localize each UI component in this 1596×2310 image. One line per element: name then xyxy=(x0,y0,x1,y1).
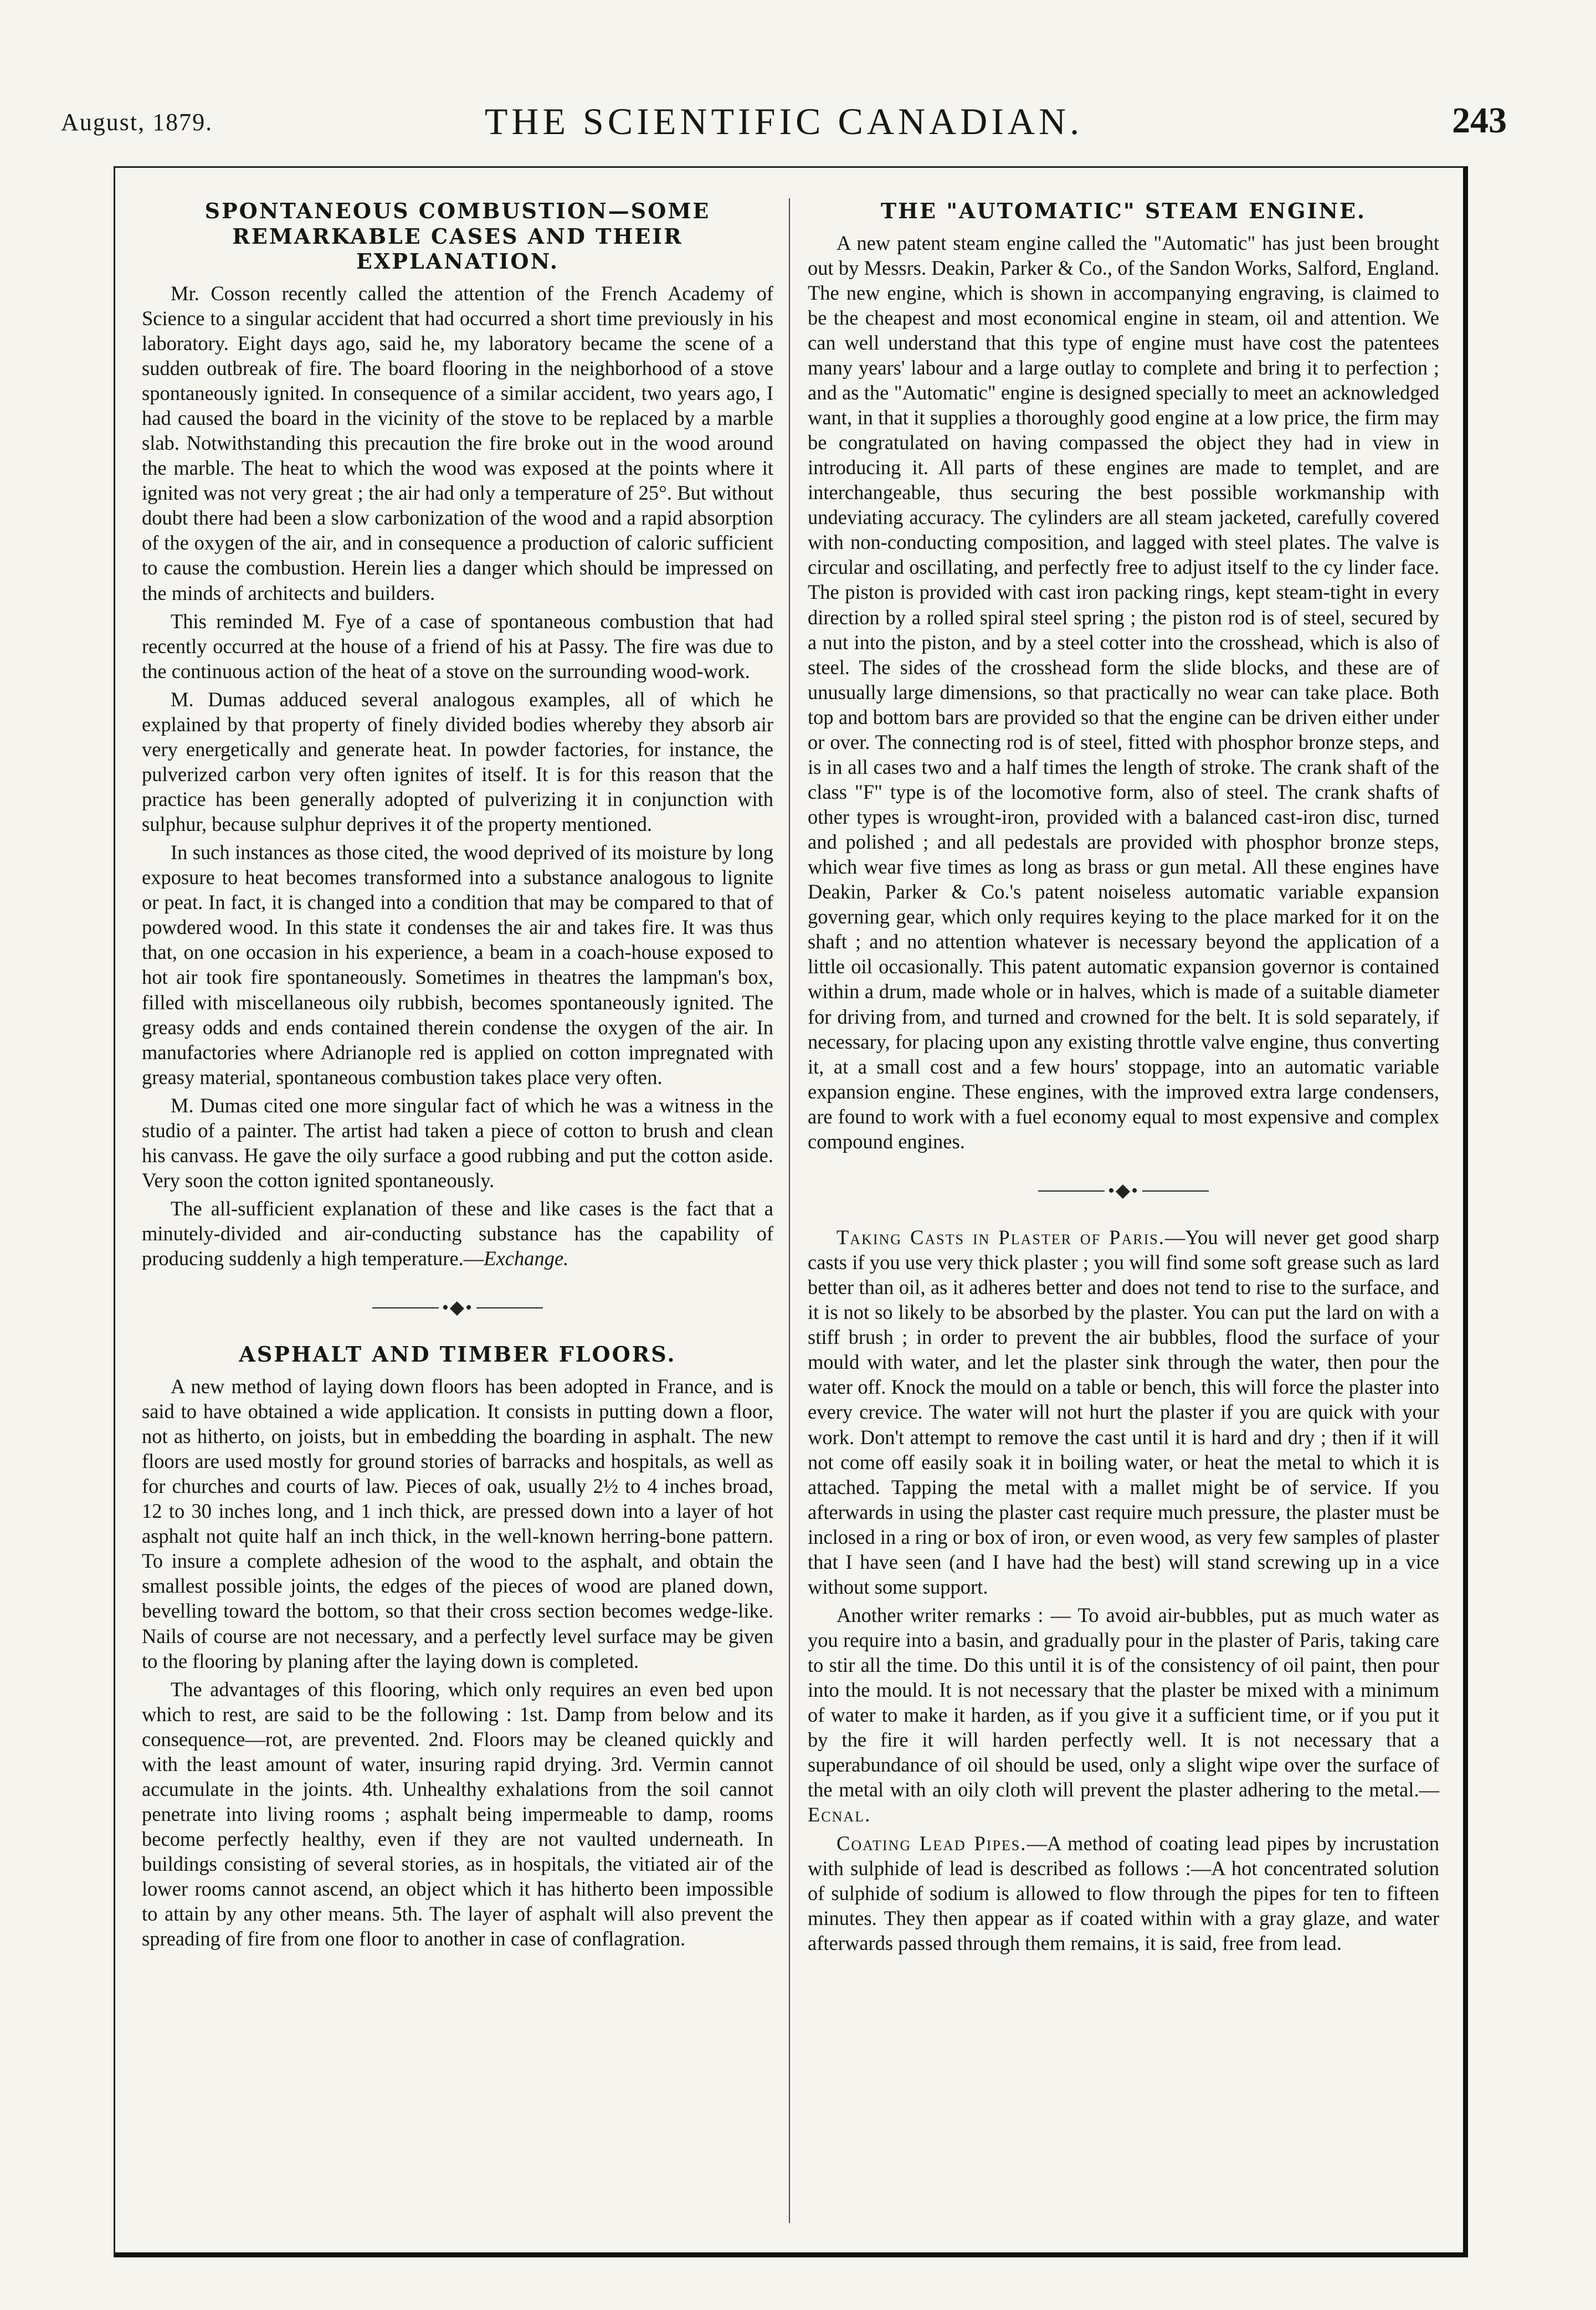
journal-title: THE SCIENTIFIC CANADIAN. xyxy=(484,100,1084,142)
article-asphalt-floors xyxy=(142,1342,773,1951)
article-paragraph: This reminded M. Fye of a case of spontaneous combustion that had recently occurred at the house of a friend of his at Passy. The fire was due to the continuous action of the heat of a stove on the surrounding wood-work. xyxy=(142,609,773,682)
section-divider xyxy=(808,1179,1439,1203)
article-paragraph xyxy=(808,1225,1439,1599)
article-paragraph: A new patent steam engine called the "Automatic" has just been brought out by Messrs. Deakin, Parker & Co., of the Sandon Works, Salford, England. The new engine, which is shown in accompanying engraving, is claimed to be the cheapest and most economical engine in steam, oil and attention. We can well understand that this type of engine must have cost the patentees many years' labour and a large outlay to complete and bring it to perfection ; and as the "Automatic" engine is designed specially to meet an acknowledged want, in that it supplies a thoroughly good engine at a low price, the firm may be congratulated on having compassed the object they had in view in introducing it. All parts of these engines are made to templet, and are interchangeable, thus securing the best possible workmanship with undeviating accuracy. The cylinders are all steam jacketed, carefully covered with non-conducting composition, and lagged with steel plates. The valve is circular and oscillating, and perfectly free to adjust itself to the cy linder face. The piston is provided with cast iron packing rings, kept steam-tight in every direction by a rolled spiral steel spring ; the piston rod is of steel, secured by a nut into the piston, and by a steel cotter into the crosshead, which is also of steel. The sides of the crosshead form the slide blocks, and these are of unusually large dimensions, so that practically no wear can take place. Both top and bottom bars are provided so that the engine can be driven either under or over. The connecting rod is of steel, fitted with phosphor bronze steps, and is in all cases two and a half times the length of stroke. The crank shaft of the class "F" type is of the locomotive form, also of steel. The crank shafts of other types is wrought-iron, provided with a balanced cast-iron disc, turned and polished ; and all pedestals are provided with phosphor bronze steps, which wear five times as long as brass or gun metal. All these engines have Deakin, Parker & Co.'s patent noiseless automatic variable expansion governing gear, which only requires keying to the place marked for it on the shaft ; and no attention whatever is necessary beyond the application of a little oil occasionally. This patent automatic expansion governor is contained within a drum, made whole or in halves, which is made of a suitable diameter for driving from, and turned and crowned for the belt. It is sold separately, if necessary, for placing upon any existing throttle valve engine, thus converting it, at a small cost and a few hours' stoppage, into an automatic variable expansion engine. These engines, with the improved extra large condensers, are found to work with a fuel economy equal to most expensive and complex compound engines. xyxy=(808,231,1439,1153)
article-source: Ecnal. xyxy=(808,1803,871,1826)
issue-date: August, 1879. xyxy=(61,109,213,136)
divider-rule xyxy=(1142,1190,1209,1192)
divider-rule xyxy=(476,1307,543,1308)
article-source: Exchange. xyxy=(484,1247,569,1270)
divider-rule xyxy=(372,1307,439,1308)
article-automatic-steam-engine xyxy=(808,198,1439,1154)
article-paragraph: M. Dumas adduced several analogous examples, all of which he explained by that property of finely divided bodies whereby they absorb air very energetically and generate heat. In powder factories, for instance, the pulverized carbon very often ignites of itself. It is for this reason that the practice has been generally adopted of pulverizing it in conjunction with sulphur, because sulphur deprives it of the property mentioned. xyxy=(142,687,773,836)
running-head xyxy=(61,83,1507,150)
article-paragraph xyxy=(808,1603,1439,1828)
article-paragraph-text: The all-sufficient explanation of these and like cases is the fact that a minutely-divided and air-conducting substance has the capability of producing suddenly a high temperature.— xyxy=(142,1197,773,1270)
divider-ornament: •◆• xyxy=(442,1297,473,1318)
right-column xyxy=(808,198,1439,1955)
paragraph-lead: Taking Casts in Plaster of Paris. xyxy=(837,1226,1165,1249)
article-title: THE "AUTOMATIC" STEAM ENGINE. xyxy=(880,198,1367,223)
paragraph-lead: Coating Lead Pipes. xyxy=(837,1831,1027,1855)
article-title: ASPHALT AND TIMBER FLOORS. xyxy=(239,1342,676,1367)
paragraph-text: Another writer remarks : — To avoid air-bubbles, put as much water as you require into a basin, and gradually pour in the plaster of Paris, taking care to stir all the time. Do this until it is of the consistency of oil paint, then pour into the mould. It is not necessary that the plaster be mixed with a minimum of water to make it harden, as if you give it a sufficient time, or if you put it by the fire it will harden perfectly well. It is not necessary that a superabundance of oil should be used, only a slight wipe over the surface of the metal with an oily cloth will prevent the plaster adhering to the metal.— xyxy=(808,1603,1439,1801)
section-divider xyxy=(142,1296,773,1320)
article-paragraph: A new method of laying down floors has been adopted in France, and is said to have obtained a wide application. It consists in putting down a floor, not as hitherto, on joists, but in embedding the boarding in asphalt. The new floors are used mostly for ground stories of barracks and hospitals, as well as for churches and courts of law. Pieces of oak, usually 2½ to 4 inches broad, 12 to 30 inches long, and 1 inch thick, are pressed down into a layer of hot asphalt not quite half an inch thick, in the well-known herring-bone pattern. To insure a complete adhesion of the wood to the asphalt, and obtain the smallest possible joints, the edges of the pieces of wood are planed down, bevelling toward the bottom, so that their cross section becomes wedge-like. Nails of course are not necessary, and a perfectly level surface may be given to the flooring by planing after the laying down is completed. xyxy=(142,1374,773,1672)
divider-rule xyxy=(1038,1190,1105,1192)
article-paragraph xyxy=(142,1196,773,1271)
article-spontaneous-combustion xyxy=(142,198,773,1271)
article-title: SPONTANEOUS COMBUSTION—SOME REMARKABLE CASES AND THEIR EXPLANATION. xyxy=(204,198,711,274)
divider-ornament: •◆• xyxy=(1108,1180,1139,1202)
page-frame xyxy=(114,166,1468,2257)
article-paragraph: The advantages of this flooring, which only requires an even bed upon which to rest, are said to be the following : 1st. Damp from below and its consequence—rot, are prevented. 2nd. Floors may be cleaned quickly and with the least amount of water, insuring rapid drying. 3rd. Vermin cannot accumulate in the joints. 4th. Unhealthy exhalations from the soil cannot penetrate into living rooms ; asphalt being impermeable to damp, rooms become perfectly healthy, even if they are not vaulted underneath. In buildings consisting of several stories, as in hospitals, the vitiated air of the lower rooms cannot ascend, an object which it has hitherto been impossible to attain by any other means. 5th. The layer of asphalt will also prevent the spreading of fire from one floor to another in case of conflagration. xyxy=(142,1677,773,1950)
article-paragraph: In such instances as those cited, the wood deprived of its moisture by long exposure to heat becomes transformed into a substance analogous to lignite or peat. In fact, it is changed into a condition that may be compared to that of powdered wood. In this state it condenses the air and takes fire. It was thus that, on one occasion in his experience, a beam in a coach-house exposed to hot air took fire spontaneously. Sometimes in theatres the lampman's box, filled with miscellaneous oily rubbish, becomes spontaneously ignited. The greasy odds and ends contained therein condense the oxygen of the air. In manufactories where Adrianople red is applied on cotton impregnated with greasy material, spontaneous combustion takes place very often. xyxy=(142,841,773,1089)
article-paragraph: Mr. Cosson recently called the attention of the French Academy of Science to a singular accident that had occurred a short time previously in his laboratory. Eight days ago, said he, my laboratory became the scene of a sudden outbreak of fire. The board flooring in the neighborhood of a stove spontaneously ignited. In consequence of a similar accident, two years ago, I had caused the board in the vicinity of the stove to be replaced by a marble slab. Notwithstanding this precaution the fire broke out in the wood around the marble. The heat to which the wood was exposed at the points where it ignited was not very great ; the air had only a temperature of 25°. But without doubt there had been a slow carbonization of the wood and a rapid absorption of the oxygen of the air, and in consequence a production of caloric sufficient to cause the combustion. Herein lies a danger which should be impressed on the minds of architects and builders. xyxy=(142,281,773,604)
article-paragraph: M. Dumas cited one more singular fact of which he was a witness in the studio of a painter. The artist had taken a piece of cotton to brush and clean his canvass. He gave the oily surface a good rubbing and put the cotton aside. Very soon the cotton ignited spontaneously. xyxy=(142,1094,773,1192)
paragraph-text: —You will never get good sharp casts if you use very thick plaster ; you will find some soft grease such as lard better than oil, as it adheres better and does not tend to rise to the surface, and it is not so likely to be absorbed by the plaster. You can put the lard on with a stiff brush ; in order to prevent the air bubbles, flood the surface of your mould with water, and let the plaster sink through the water, then pour the water off. Knock the mould on a table or bench, this will force the plaster into every crevice. The water will not hurt the plaster if you are quick with your work. Don't attempt to remove the cast until it is hard and dry ; then if it will not come off easily soak it in boiling water, or heat the metal to which it is attached. Tapping the metal with a mallet might be of service. If you afterwards in using the plaster cast require much pressure, the plaster must be inclosed in a ring or box of iron, or even wood, as very few samples of plaster that I have seen (and I have had the best) will stand screwing up in a vice without some support. xyxy=(808,1226,1439,1598)
paragraph-text: —A method of coating lead pipes by incrustation with sulphide of lead is described as follows :—A hot concentrated solution of sulphide of sodium is allowed to flow through the pipes for ten to fifteen minutes. They then appear as if coated within with a gray glaze, and water afterwards passed through them remains, it is said, free from lead. xyxy=(808,1831,1440,1954)
column-rule xyxy=(789,198,790,2223)
left-column xyxy=(142,198,773,1951)
page-number: 243 xyxy=(1452,100,1507,141)
article-plaster-casts xyxy=(808,1225,1439,1955)
article-paragraph xyxy=(808,1831,1439,1955)
